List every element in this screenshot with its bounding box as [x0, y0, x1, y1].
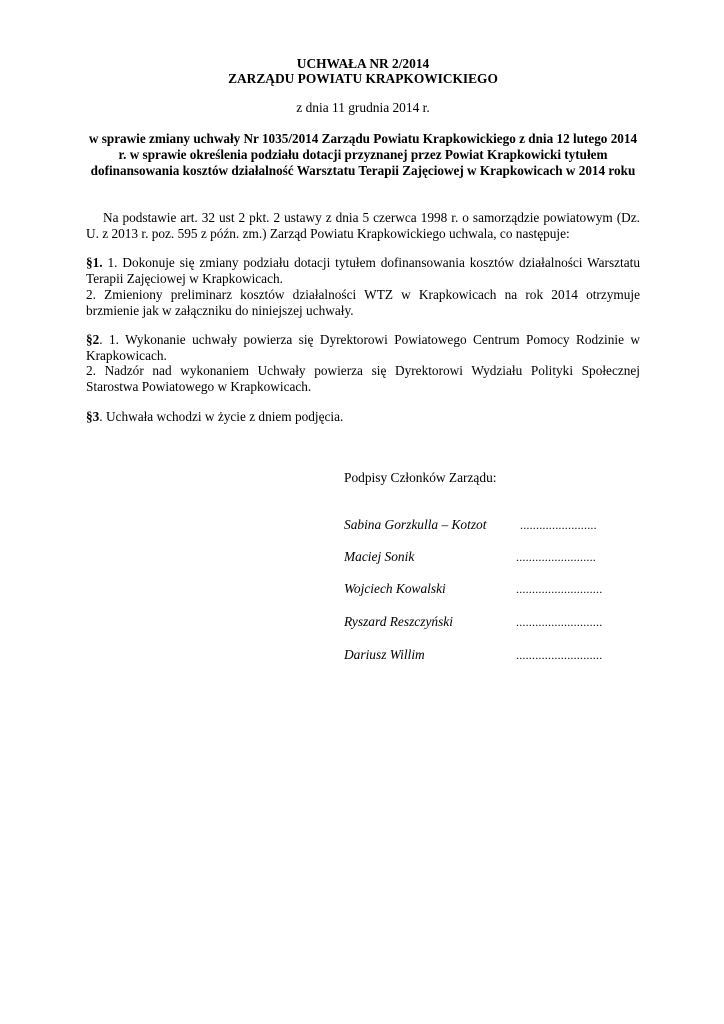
legal-basis-paragraph	[86, 210, 640, 242]
member-name: Ryszard Reszczyński	[344, 614, 453, 629]
section-1-point-2: 2. Zmieniony preliminarz kosztów działalności WTZ w Krapkowicach na rok 2014 otrzymuje brzmienie jak w załączniku do niniejszej uchwały.	[86, 287, 640, 318]
resolution-date: z dnia 11 grudnia 2014 r.	[296, 100, 430, 115]
section-2-text: . 1. Wykonanie uchwały powierza się Dyrektorowi Powiatowego Centrum Pomocy Rodzinie w Krapkowicach.	[86, 332, 640, 363]
signature-line: .........................	[516, 550, 596, 564]
signature-row	[344, 647, 614, 663]
section-1	[86, 255, 640, 287]
section-3	[86, 409, 640, 425]
resolution-subject: w sprawie zmiany uchwały Nr 1035/2014 Zarządu Powiatu Krapkowickiego z dnia 12 lutego 2014 r. w sprawie określenia podziału dotacji przyznanej przez Powiat Krapkowicki tytułem dofinansowania kosztów działalność Warsztatu Terapii Zajęciowej w Krapkowicach w 2014 roku	[88, 131, 638, 178]
section-1-mark: §1.	[86, 255, 103, 270]
member-name: Sabina Gorzkulla – Kotzot	[344, 517, 487, 532]
section-2	[86, 332, 640, 364]
signature-row	[344, 549, 614, 565]
legal-basis-text: Na podstawie art. 32 ust 2 pkt. 2 ustawy z dnia 5 czerwca 1998 r. o samorządzie powiatowym (Dz. U. z 2013 r. poz. 595 z późn. zm.) Zarząd Powiatu Krapkowickiego uchwala, co następuje:	[86, 210, 640, 241]
signature-row	[344, 581, 614, 597]
section-3-text: . Uchwała wchodzi w życie z dniem podjęcia.	[99, 409, 344, 424]
signature-line: ...........................	[516, 648, 603, 662]
member-name: Dariusz Willim	[344, 647, 425, 662]
signature-row	[344, 517, 614, 533]
signature-line: ...........................	[516, 582, 603, 596]
signature-line: ........................	[520, 518, 597, 532]
section-1-text: 1. Dokonuje się zmiany podziału dotacji tytułem dofinansowania kosztów działalności Warsztatu Terapii Zajęciowej w Krapkowicach.	[86, 255, 640, 286]
issuing-body: ZARZĄDU POWIATU KRAPKOWICKIEGO	[228, 71, 498, 86]
signature-row	[344, 614, 614, 630]
section-3-mark: §3	[86, 409, 100, 424]
resolution-number: UCHWAŁA NR 2/2014	[296, 56, 430, 71]
member-name: Wojciech Kowalski	[344, 581, 446, 596]
section-2-mark: §2	[86, 332, 100, 347]
member-name: Maciej Sonik	[344, 549, 415, 564]
signature-line: ...........................	[516, 615, 603, 629]
section-2-point-2: 2. Nadzór nad wykonaniem Uchwały powierza się Dyrektorowi Wydziału Polityki Społecznej Starostwa Powiatowego w Krapkowicach.	[86, 363, 640, 394]
signatures-heading: Podpisy Członków Zarządu:	[344, 470, 497, 485]
